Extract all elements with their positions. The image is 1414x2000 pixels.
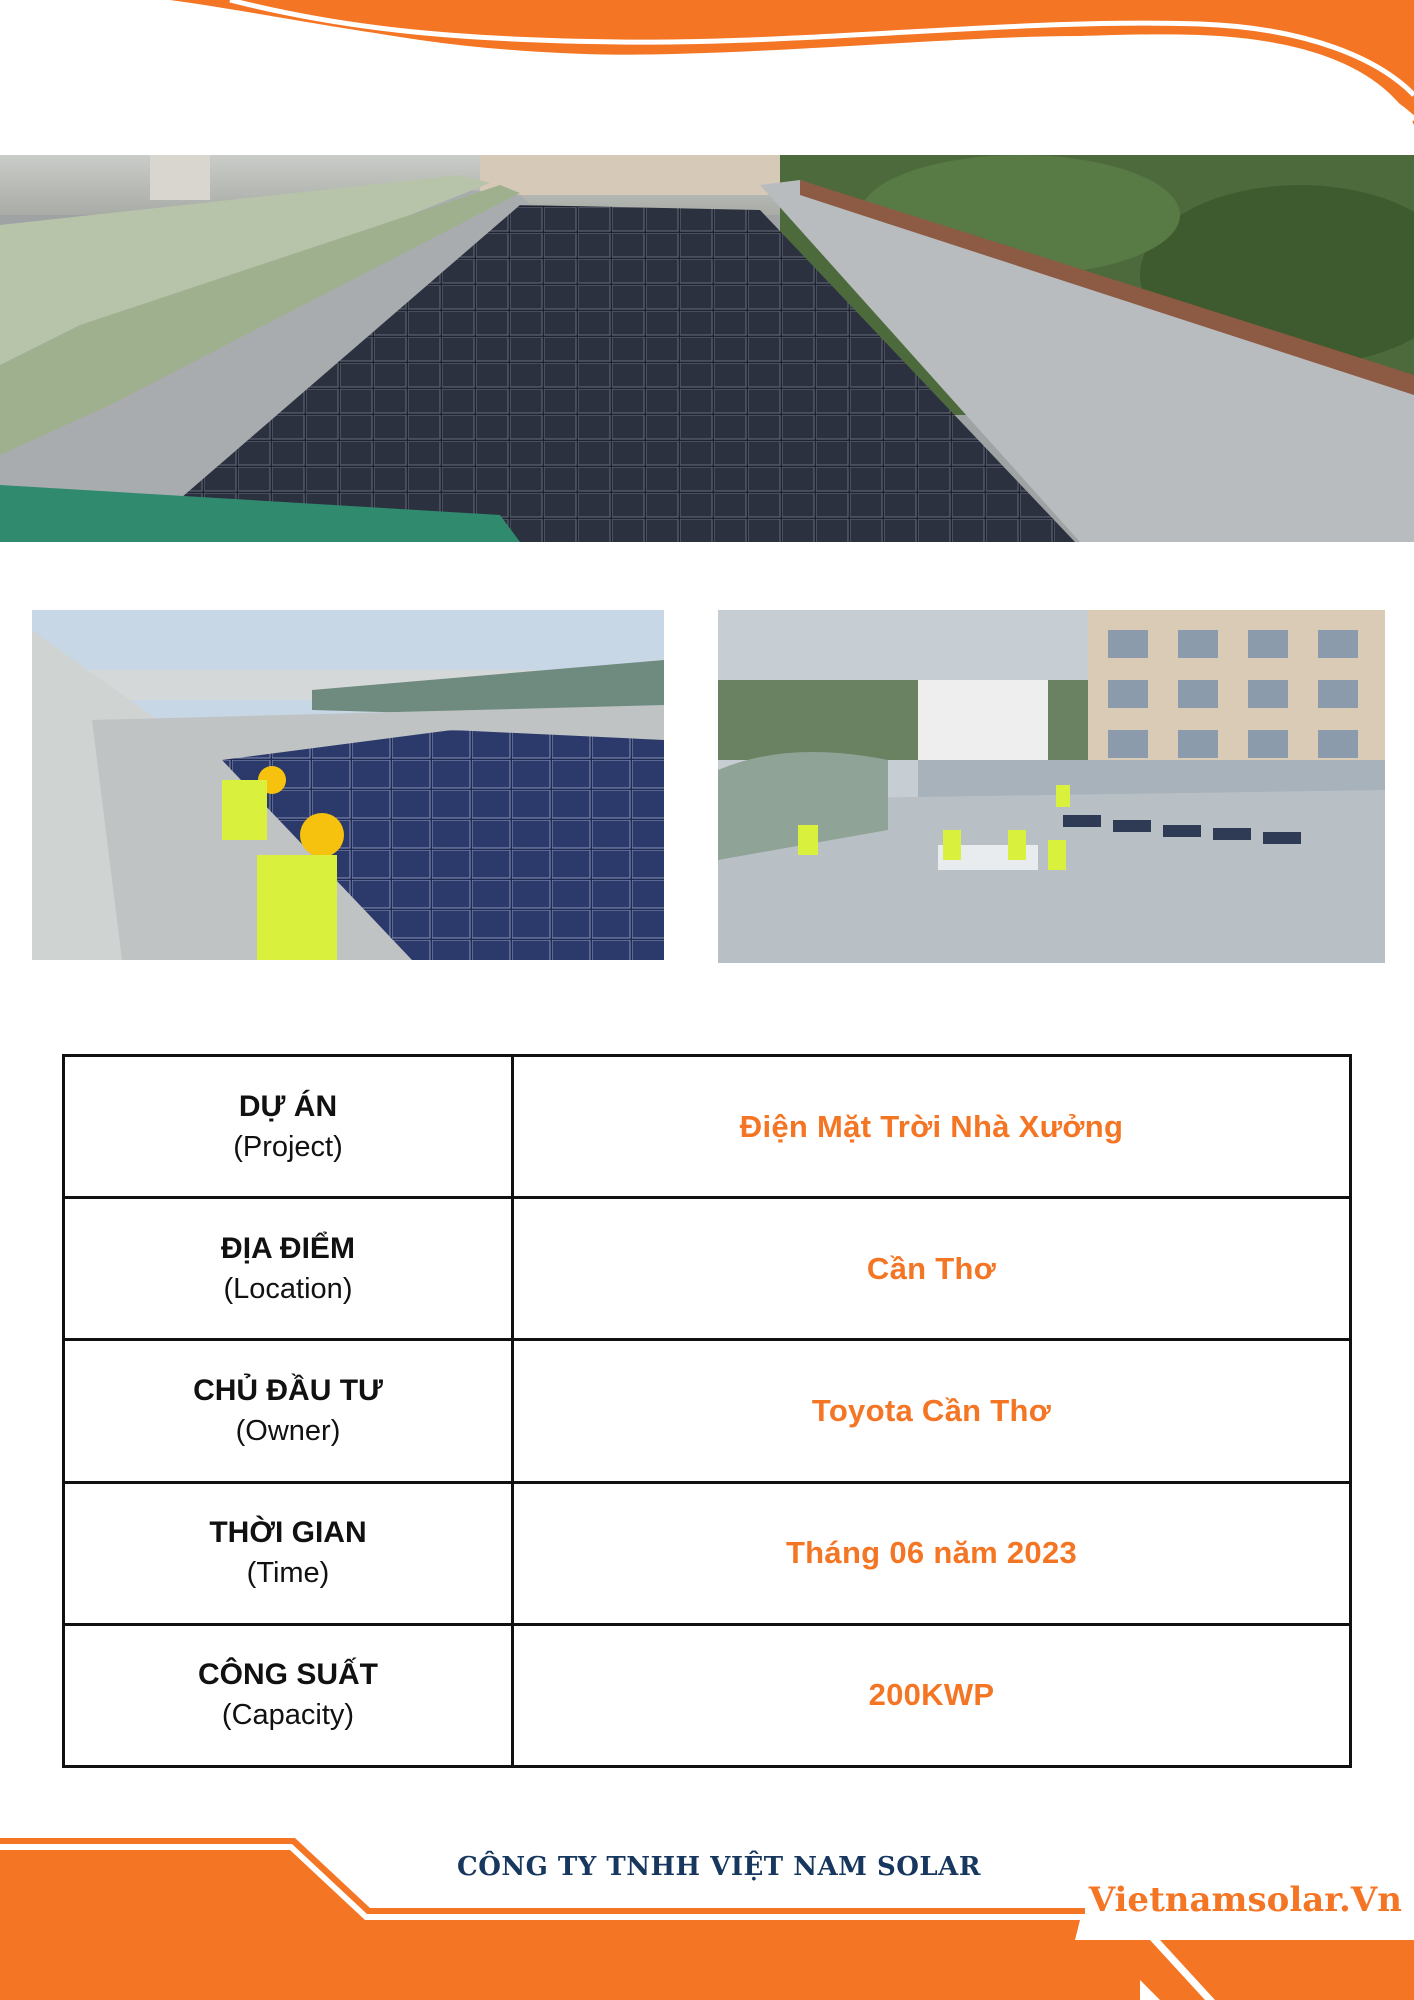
project-value: Điện Mặt Trời Nhà Xưởng	[739, 1108, 1124, 1144]
table-row	[64, 1340, 1351, 1482]
capacity-label-cell	[64, 1624, 513, 1766]
location-label-cell	[64, 1198, 513, 1340]
row-label-en: (Capacity)	[221, 1699, 355, 1732]
project-info-table	[62, 1054, 1352, 1768]
row-label-en: (Owner)	[235, 1414, 341, 1447]
workers-carrying-panel-photo	[718, 610, 1385, 963]
row-label-vi: CÔNG SUẤT	[198, 1658, 378, 1692]
table-row	[64, 1056, 1351, 1198]
row-label-vi: THỜI GIAN	[209, 1516, 367, 1550]
table-row	[64, 1482, 1351, 1624]
capacity-value-cell	[513, 1624, 1351, 1766]
time-value-cell	[513, 1482, 1351, 1624]
rooftop-solar-array-photo	[0, 155, 1414, 542]
owner-value-cell	[513, 1340, 1351, 1482]
row-label-vi: DỰ ÁN	[238, 1089, 338, 1123]
time-value: Tháng 06 năm 2023	[785, 1535, 1078, 1571]
row-label-en: (Project)	[233, 1130, 343, 1163]
row-label-vi: ĐỊA ĐIỂM	[221, 1231, 355, 1265]
location-value-cell	[513, 1198, 1351, 1340]
capacity-value: 200KWP	[868, 1677, 995, 1713]
location-value: Cần Thơ	[866, 1250, 997, 1286]
company-name: CÔNG TY TNHH VIỆT NAM SOLAR	[457, 1852, 981, 1882]
table-row	[64, 1624, 1351, 1766]
row-label-en: (Location)	[223, 1272, 353, 1305]
time-label-cell	[64, 1482, 513, 1624]
project-value-cell	[513, 1056, 1351, 1198]
owner-label-cell	[64, 1340, 513, 1482]
project-label-cell	[64, 1056, 513, 1198]
website-link[interactable]: Vietnamsolar.Vn	[1088, 1880, 1402, 1920]
table-row	[64, 1198, 1351, 1340]
row-label-en: (Time)	[246, 1557, 330, 1590]
row-label-vi: CHỦ ĐẦU TƯ	[193, 1373, 383, 1407]
owner-value: Toyota Cần Thơ	[811, 1392, 1052, 1428]
header-wave	[0, 0, 1414, 130]
workers-installing-panels-photo	[32, 610, 664, 960]
